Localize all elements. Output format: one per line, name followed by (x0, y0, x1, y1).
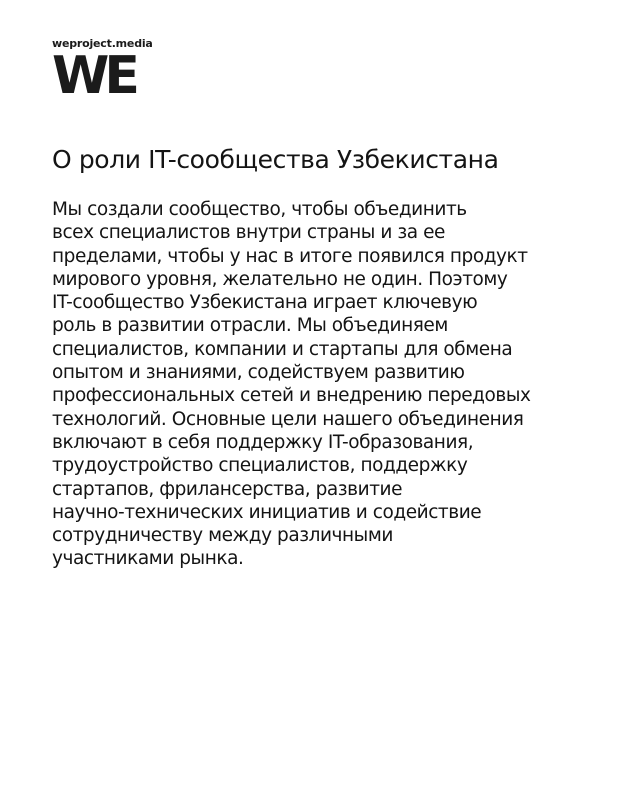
brand-block (52, 37, 153, 106)
body-line: опытом и знаниями, содействуем развитию (52, 362, 465, 384)
brand-site-url: weproject.media (52, 37, 153, 50)
body-line: научно-технических инициатив и содействие (52, 501, 482, 523)
body-line: сотрудничеству между различными (52, 525, 393, 547)
body-line: роль в развитии отрасли. Мы объединяем (52, 315, 448, 337)
body-line: всех специалистов внутри страны и за ее (52, 222, 445, 244)
article-title: О роли IT-сообщества Узбекистана (52, 145, 499, 174)
brand-logo: WE (52, 46, 135, 106)
body-line: пределами, чтобы у нас в итоге появился продукт (52, 245, 528, 267)
body-line: профессиональных сетей и внедрению передовых (52, 385, 531, 407)
body-line: стартапов, фрилансерства, развитие (52, 478, 403, 500)
article-body (52, 198, 612, 571)
body-line: участниками рынка. (52, 548, 244, 570)
body-line: мирового уровня, желательно не один. Поэтому (52, 268, 508, 290)
body-line: технологий. Основные цели нашего объединения (52, 408, 524, 430)
body-line: включают в себя поддержку IT-образования, (52, 431, 474, 453)
body-line: трудоустройство специалистов, поддержку (52, 455, 468, 477)
body-line: Мы создали сообщество, чтобы объединить (52, 199, 467, 220)
body-line: специалистов, компании и стартапы для обмена (52, 338, 513, 360)
body-line: IT-сообщество Узбекистана играет ключевую (52, 292, 478, 314)
